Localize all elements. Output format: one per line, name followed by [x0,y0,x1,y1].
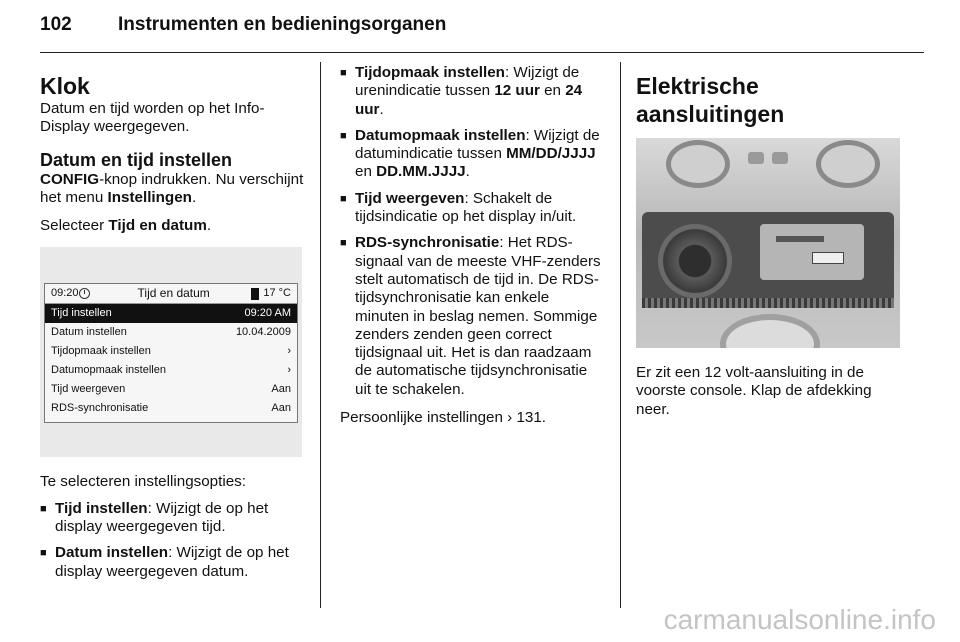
intro-text: Datum en tijd worden op het Info-Display weergegeven. [40,100,265,136]
header-divider [40,52,924,53]
options-intro: Te selecteren instellingsopties: [40,473,246,491]
display-row-rds [45,399,297,418]
chevron-right-icon: › [287,364,291,377]
console-ridge [642,298,894,308]
watermark: carmanualsonline.info [663,604,936,635]
list-item [340,234,606,399]
column-options [340,62,606,427]
header-title: Instrumenten en bedieningsorganen [118,14,447,35]
display-row-tijdopmaak [45,342,297,361]
option-desc: en [539,82,566,100]
option-term: RDS-synchronisatie [355,234,500,252]
display-row-label: Tijd instellen [51,307,112,320]
knob-left [666,140,730,188]
option-desc: . [379,100,384,118]
option-desc: : Wijzigt de op het display weergegeven tijd. [55,499,269,536]
cup-holder [720,314,820,348]
list-item [340,127,606,182]
column-divider [620,62,621,608]
display-row-label: RDS-synchronisatie [51,402,149,415]
chevron-right-icon: › [287,345,291,358]
option-desc: . [465,163,470,181]
column-clock [40,62,306,581]
option-value: 12 uur [494,82,540,100]
card-slot [776,236,824,242]
power-outlet-photo [636,138,900,348]
step-config-end: . [191,188,197,206]
settings-menu-label: Instellingen [107,188,192,206]
option-value: MM/DD/JJJJ [506,145,596,163]
reference-page[interactable]: 131. [512,409,547,427]
outlet-text: Er zit een 12 volt-aansluiting in de voorste console. Klap de afdekking neer. [636,364,872,418]
option-term: Tijdopmaak instellen [355,64,505,81]
usb-port-icon [812,252,844,264]
display-row-value: 10.04.2009 [235,326,291,339]
option-desc: : Het RDS-signaal van de meeste VHF-zenders stelt automatisch de tijd in. De RDS-tijdsynchronisatie kan enkele minuten in beslag nemen. Sommige zenders zenden geen correct tijdsignaal uit. Het is dan raadzaam de automatische tijdsynchronisatie uit te schakelen. [355,234,601,398]
option-desc: : Wijzigt de urenindicatie tussen [355,64,580,100]
option-desc: en [355,163,377,181]
step-select [40,217,306,235]
section-title-aansluitingen: Elektrische aansluitingen [636,73,785,127]
step-select-end: . [206,217,212,235]
option-value: 24 uur [355,82,583,118]
option-term: Tijd weergeven [355,189,465,207]
info-display [44,283,298,423]
subsection-title: Datum en tijd instellen [40,149,233,170]
power-socket-icon [658,224,732,298]
list-item [340,64,606,119]
console-button [772,152,788,164]
display-row-datumopmaak [45,361,297,380]
list-item [40,500,306,537]
clock-icon [79,288,90,299]
step-config [40,171,306,208]
display-row-label: Tijdopmaak instellen [51,345,151,358]
display-row-label: Datumopmaak instellen [51,364,166,377]
display-row-tijd-weergeven [45,380,297,399]
option-desc: : Wijzigt de op het display weergegeven datum. [55,544,289,580]
display-row-value: Aan [271,383,291,396]
reference-text: Persoonlijke instellingen [340,409,508,427]
step-select-text: Selecteer [40,217,109,235]
option-desc: : Wijzigt de datumindicatie tussen [355,126,600,163]
step-config-text: -knop indrukken. Nu verschijnt het menu [40,170,304,206]
reference-arrow-icon: › [507,409,513,427]
display-row-value: 09:20 AM [244,307,291,320]
cross-reference [340,409,606,427]
display-temperature: 17 °C [263,287,291,300]
display-row-tijd-instellen [45,304,297,323]
column-divider [320,62,321,608]
section-title-klok: Klok [40,73,90,99]
option-term: Tijd instellen [55,499,148,517]
option-desc: : Schakelt de tijdsindicatie op het display in/uit. [355,189,577,226]
knob-right [816,140,880,188]
display-status-bar [45,284,297,304]
console-button [748,152,764,164]
column-power-outlets [636,62,904,419]
info-display-image [40,247,302,457]
options-list [40,500,306,581]
option-term: Datumopmaak instellen [355,126,526,144]
display-row-label: Tijd weergeven [51,383,126,396]
page-number: 102 [40,14,72,35]
page-header [40,14,446,36]
list-item [40,544,306,581]
option-value: DD.MM.JJJJ [376,163,466,181]
list-item [340,190,606,227]
config-label: CONFIG [40,170,100,188]
display-row-label: Datum instellen [51,326,127,339]
display-row-value: Aan [271,402,291,415]
display-title: Tijd en datum [137,286,210,301]
option-term: Datum instellen [55,544,169,562]
thermometer-icon [251,288,259,300]
time-date-label: Tijd en datum [108,217,207,235]
display-row-datum-instellen [45,323,297,342]
options-list-continued [340,64,606,399]
display-time: 09:20 [51,287,79,300]
